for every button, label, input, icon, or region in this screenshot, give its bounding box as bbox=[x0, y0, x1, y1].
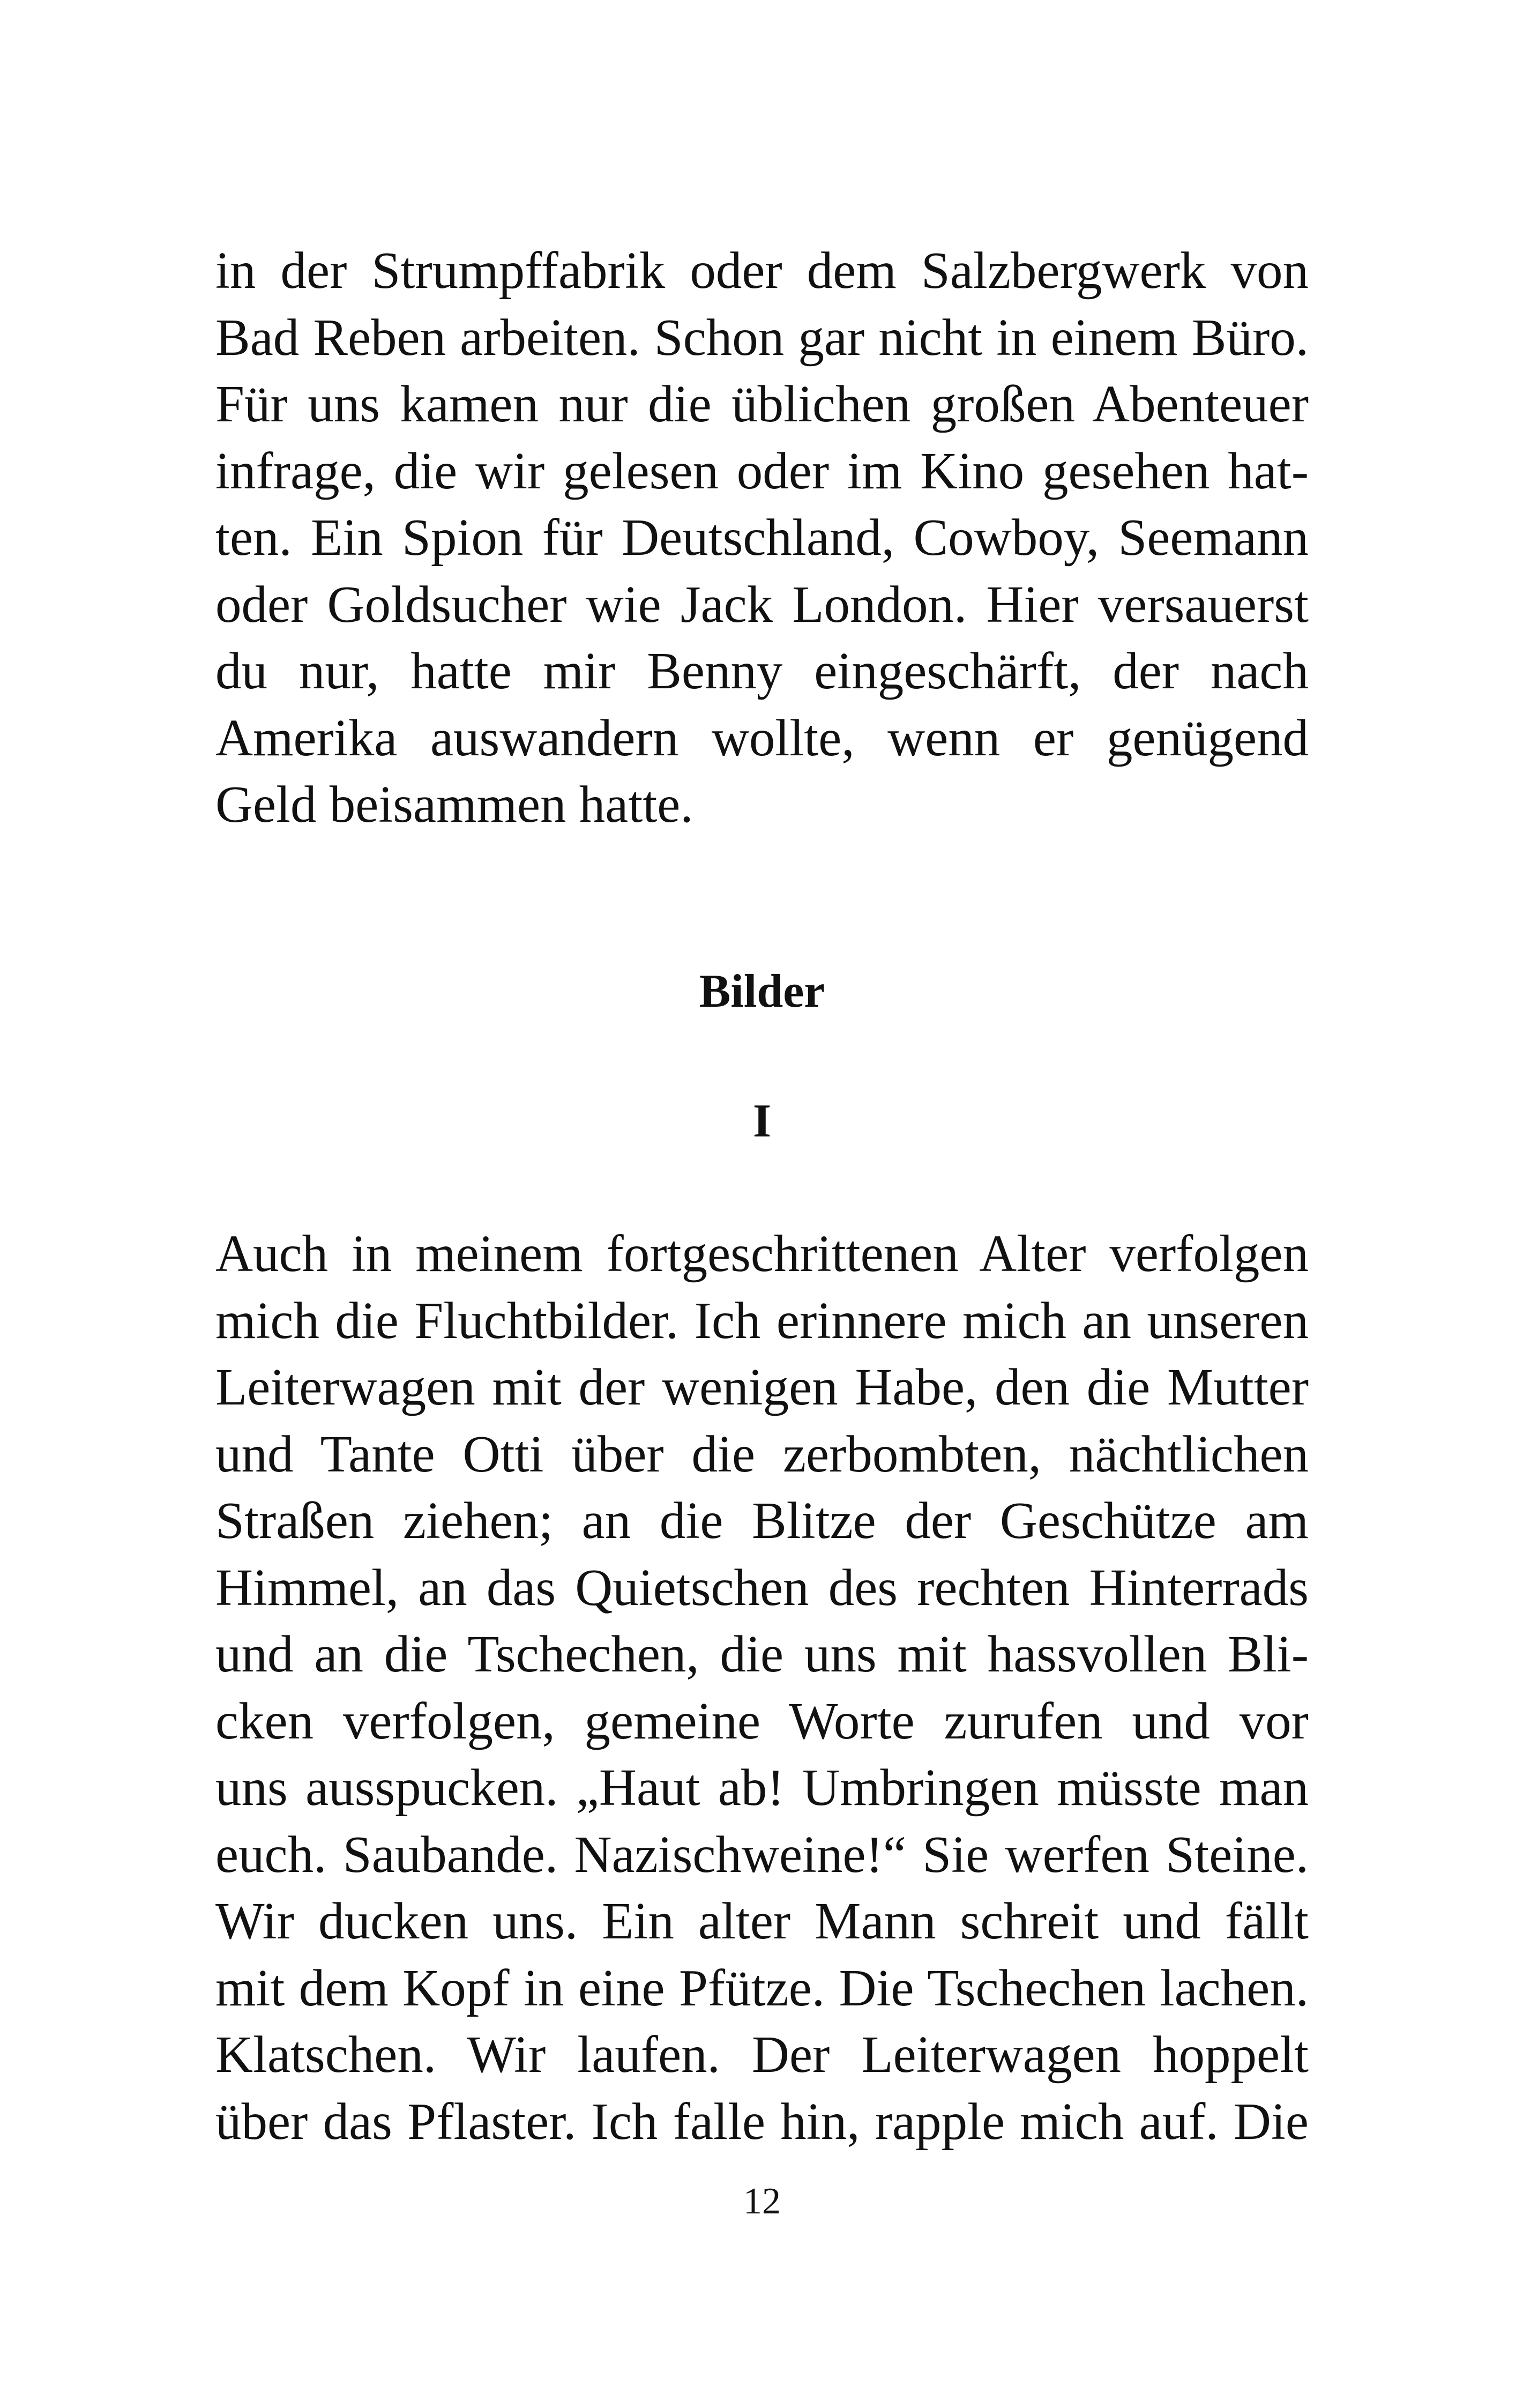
page-number: 12 bbox=[743, 2181, 781, 2222]
chapter-numeral: I bbox=[752, 1095, 772, 1147]
text-line: Für uns kamen nur die üblichen großen Abenteuer bbox=[215, 375, 1309, 433]
text-line: mich die Fluchtbilder. Ich erinnere mich an unseren bbox=[215, 1291, 1309, 1349]
text-line: mit dem Kopf in eine Pfütze. Die Tschechen lachen. bbox=[215, 1959, 1309, 2017]
text-line: und Tante Otti über die zerbombten, nächtlichen bbox=[215, 1425, 1309, 1483]
text-line: in der Strumpffabrik oder dem Salzbergwerk von bbox=[215, 242, 1309, 299]
text-line: Wir ducken uns. Ein alter Mann schreit und fällt bbox=[215, 1892, 1309, 1950]
main-paragraph bbox=[215, 1221, 1309, 2155]
text-line: ten. Ein Spion für Deutschland, Cowboy, Seemann bbox=[215, 509, 1309, 566]
section-title: Bilder bbox=[699, 965, 825, 1017]
text-line: euch. Saubande. Nazischweine!“ Sie werfen Steine. bbox=[215, 1825, 1309, 1883]
text-line: du nur, hatte mir Benny eingeschärft, der nach bbox=[215, 642, 1309, 700]
text-line: uns ausspucken. „Haut ab! Umbringen müsste man bbox=[215, 1759, 1309, 1816]
top-paragraph bbox=[215, 237, 1309, 838]
text-line: über das Pflaster. Ich falle hin, rapple mich auf. Die bbox=[215, 2092, 1309, 2150]
text-line: Klatschen. Wir laufen. Der Leiterwagen hoppelt bbox=[215, 2026, 1309, 2083]
text-line: oder Goldsucher wie Jack London. Hier versauerst bbox=[215, 575, 1309, 633]
text-line: Auch in meinem fortgeschrittenen Alter verfolgen bbox=[215, 1225, 1309, 1282]
text-line: und an die Tschechen, die uns mit hassvollen Bli- bbox=[215, 1625, 1309, 1683]
text-line: Amerika auswandern wollte, wenn er genügend bbox=[215, 709, 1309, 767]
text-line: cken verfolgen, gemeine Worte zurufen und vor bbox=[215, 1692, 1309, 1750]
text-line: Bad Reben arbeiten. Schon gar nicht in einem Büro. bbox=[215, 308, 1309, 366]
text-line: Leiterwagen mit der wenigen Habe, den die Mutter bbox=[215, 1358, 1309, 1416]
text-line: infrage, die wir gelesen oder im Kino gesehen hat- bbox=[215, 442, 1309, 500]
text-line: Geld beisammen hatte. bbox=[215, 776, 693, 833]
text-line: Himmel, an das Quietschen des rechten Hinterrads bbox=[215, 1558, 1309, 1616]
text-line: Straßen ziehen; an die Blitze der Geschütze am bbox=[215, 1492, 1309, 1549]
